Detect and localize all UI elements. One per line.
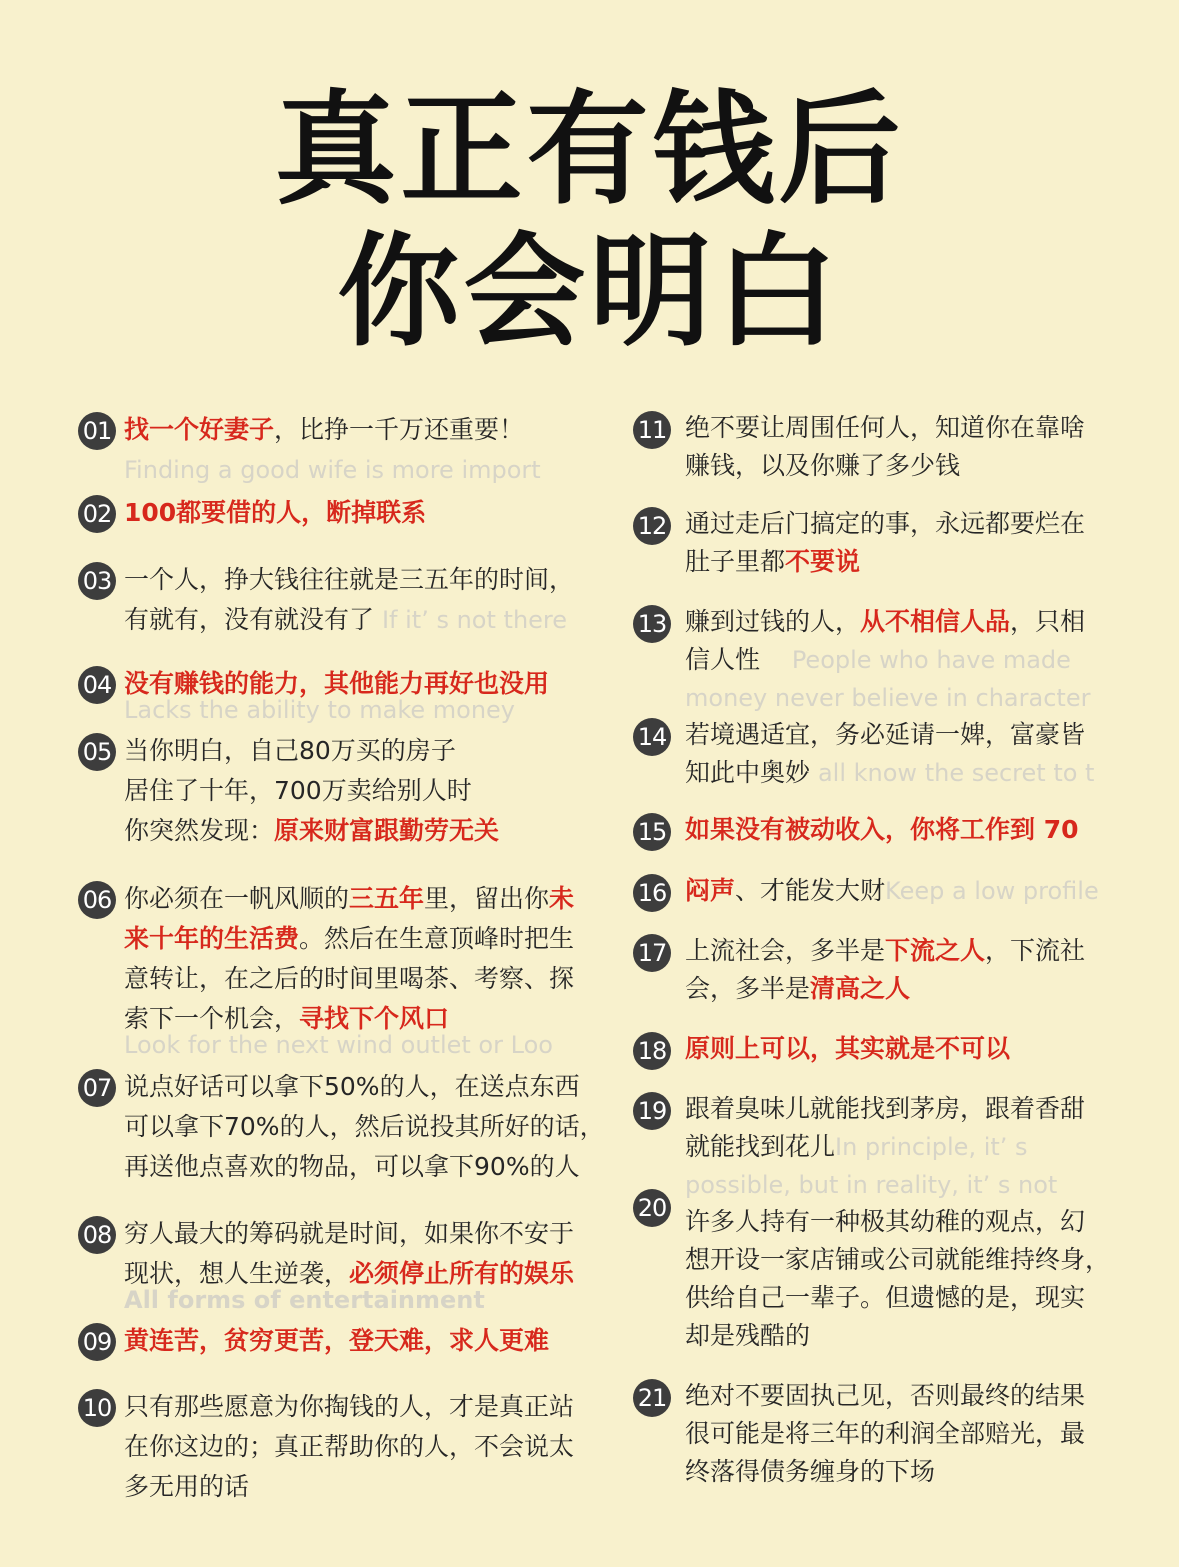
item-text: 再送他点喜欢的物品，可以拿下90%的人 <box>124 1152 580 1181</box>
item-text: 有就有，没有就没有了 <box>124 605 375 634</box>
item-number: 01 <box>78 412 116 450</box>
item-number: 08 <box>78 1216 116 1254</box>
highlight-text: 下流之人 <box>885 936 986 965</box>
english-caption: People who have made <box>791 646 1071 674</box>
english-caption: In principle, it’ s <box>835 1133 1028 1161</box>
item-number: 02 <box>78 495 116 533</box>
item-text: 却是残酷的 <box>685 1321 811 1350</box>
item-text: 一个人，挣大钱往往就是三五年的时间， <box>124 565 575 594</box>
item-text: 绝不要让周围任何人，知道你在靠啥 <box>685 413 1086 442</box>
item-text: 供给自己一辈子。但遗憾的是，现实 <box>685 1283 1086 1312</box>
title-line-2: 你会明白 <box>337 221 842 363</box>
item-text: 许多人持有一种极其幼稚的观点，幻 <box>685 1207 1086 1236</box>
english-caption: possible, but in reality, it’ s not <box>685 1171 1058 1199</box>
item-number: 19 <box>633 1092 671 1130</box>
item-text: 、才能发大财 <box>735 876 886 905</box>
item-text: ，比挣一千万还重要！ <box>274 415 525 444</box>
item-text: 跟着臭味儿就能找到茅房，跟着香甜 <box>685 1094 1086 1123</box>
item-text: 赚钱，以及你赚了多少钱 <box>685 451 961 480</box>
item-number: 20 <box>633 1189 671 1227</box>
item-number: 06 <box>78 881 116 919</box>
item-text: 。然后在生意顶峰时把生 <box>299 924 575 953</box>
item-text: 里，留出你 <box>424 884 550 913</box>
item-number: 15 <box>633 813 671 851</box>
highlight-text: 找一个好妻子 <box>124 415 275 444</box>
item-number: 04 <box>78 666 116 704</box>
english-caption: Finding a good wife is more import <box>124 456 541 484</box>
item-text: 居住了十年，700万卖给别人时 <box>124 776 472 805</box>
item-number: 12 <box>633 507 671 545</box>
english-caption: All forms of entertainment <box>124 1286 485 1314</box>
highlight-text: 不要说 <box>785 547 861 576</box>
item-number: 14 <box>633 718 671 756</box>
item-text: 索下一个机会， <box>124 1004 300 1033</box>
english-caption: Lacks the ability to make money <box>124 696 515 724</box>
item-text: 穷人最大的筹码就是时间，如果你不安于 <box>124 1219 575 1248</box>
highlight-text: 三五年 <box>349 884 425 913</box>
highlight-text: 必须停止所有的娱乐 <box>349 1259 575 1288</box>
highlight-text: 原来财富跟勤劳无关 <box>274 816 500 845</box>
highlight-text: 如果没有被动收入，你将工作到 70 <box>685 815 1079 844</box>
item-text: 说点好话可以拿下50%的人，在送点东西 <box>124 1072 580 1101</box>
highlight-text: 清高之人 <box>810 974 911 1003</box>
item-text: 想开设一家店铺或公司就能维持终身， <box>685 1245 1111 1274</box>
item-text: 就能找到花儿 <box>685 1132 836 1161</box>
item-text: 现状，想人生逆袭， <box>124 1259 350 1288</box>
highlight-text: 从不相信人品 <box>860 607 1011 636</box>
item-text: 信人性 <box>685 645 761 674</box>
item-number: 07 <box>78 1069 116 1107</box>
item-text: ，只相 <box>1010 607 1086 636</box>
item-number: 10 <box>78 1389 116 1427</box>
item-text: 若境遇适宜，务必延请一婢，富豪皆 <box>685 720 1086 749</box>
item-number: 21 <box>633 1379 671 1417</box>
highlight-text: 黄连苦，贫穷更苦，登天难，求人更难 <box>124 1326 550 1355</box>
english-caption: money never believe in character <box>685 684 1091 712</box>
item-text: 你必须在一帆风顺的 <box>124 884 350 913</box>
item-text: 绝对不要固执己见，否则最终的结果 <box>685 1381 1086 1410</box>
item-text: 上流社会，多半是 <box>685 936 886 965</box>
highlight-text: 来十年的生活费 <box>124 924 300 953</box>
item-number: 11 <box>633 411 671 449</box>
highlight-text: 寻找下个风口 <box>299 1004 450 1033</box>
item-text: 知此中奥妙 <box>685 758 811 787</box>
highlight-text: 原则上可以，其实就是不可以 <box>685 1034 1011 1063</box>
item-number: 13 <box>633 605 671 643</box>
item-number: 17 <box>633 934 671 972</box>
english-caption: If it’ s not there <box>381 606 568 634</box>
item-text: 多无用的话 <box>124 1472 250 1501</box>
item-text: 在你这边的；真正帮助你的人，不会说太 <box>124 1432 575 1461</box>
english-caption: all know the secret to t <box>817 759 1095 787</box>
item-text: 终落得债务缠身的下场 <box>685 1457 936 1486</box>
english-caption: Look for the next wind outlet or Loo <box>124 1031 553 1059</box>
english-caption: Keep a low profile <box>885 877 1099 905</box>
item-text: 很可能是将三年的利润全部赔光，最 <box>685 1419 1086 1448</box>
item-text: 肚子里都 <box>685 547 786 576</box>
highlight-text: 闷声 <box>685 876 736 905</box>
highlight-text: 100都要借的人，断掉联系 <box>124 498 427 527</box>
item-number: 09 <box>78 1323 116 1361</box>
title-line-1: 真正有钱后 <box>274 79 905 221</box>
item-number: 05 <box>78 733 116 771</box>
item-text: 当你明白，自己80万买的房子 <box>124 736 456 765</box>
highlight-text: 没有赚钱的能力，其他能力再好也没用 <box>124 669 550 698</box>
item-number: 03 <box>78 562 116 600</box>
item-text: ，下流社 <box>985 936 1086 965</box>
item-text: 赚到过钱的人， <box>685 607 861 636</box>
item-text: 意转让，在之后的时间里喝茶、考察、探 <box>124 964 575 993</box>
highlight-text: 未 <box>549 884 575 913</box>
item-text: 你突然发现： <box>124 816 275 845</box>
item-text: 通过走后门搞定的事，永远都要烂在 <box>685 509 1086 538</box>
item-number: 18 <box>633 1032 671 1070</box>
item-text: 只有那些愿意为你掏钱的人，才是真正站 <box>124 1392 575 1421</box>
item-text: 会，多半是 <box>685 974 811 1003</box>
item-number: 16 <box>633 874 671 912</box>
item-text: 可以拿下70%的人，然后说投其所好的话， <box>124 1112 605 1141</box>
